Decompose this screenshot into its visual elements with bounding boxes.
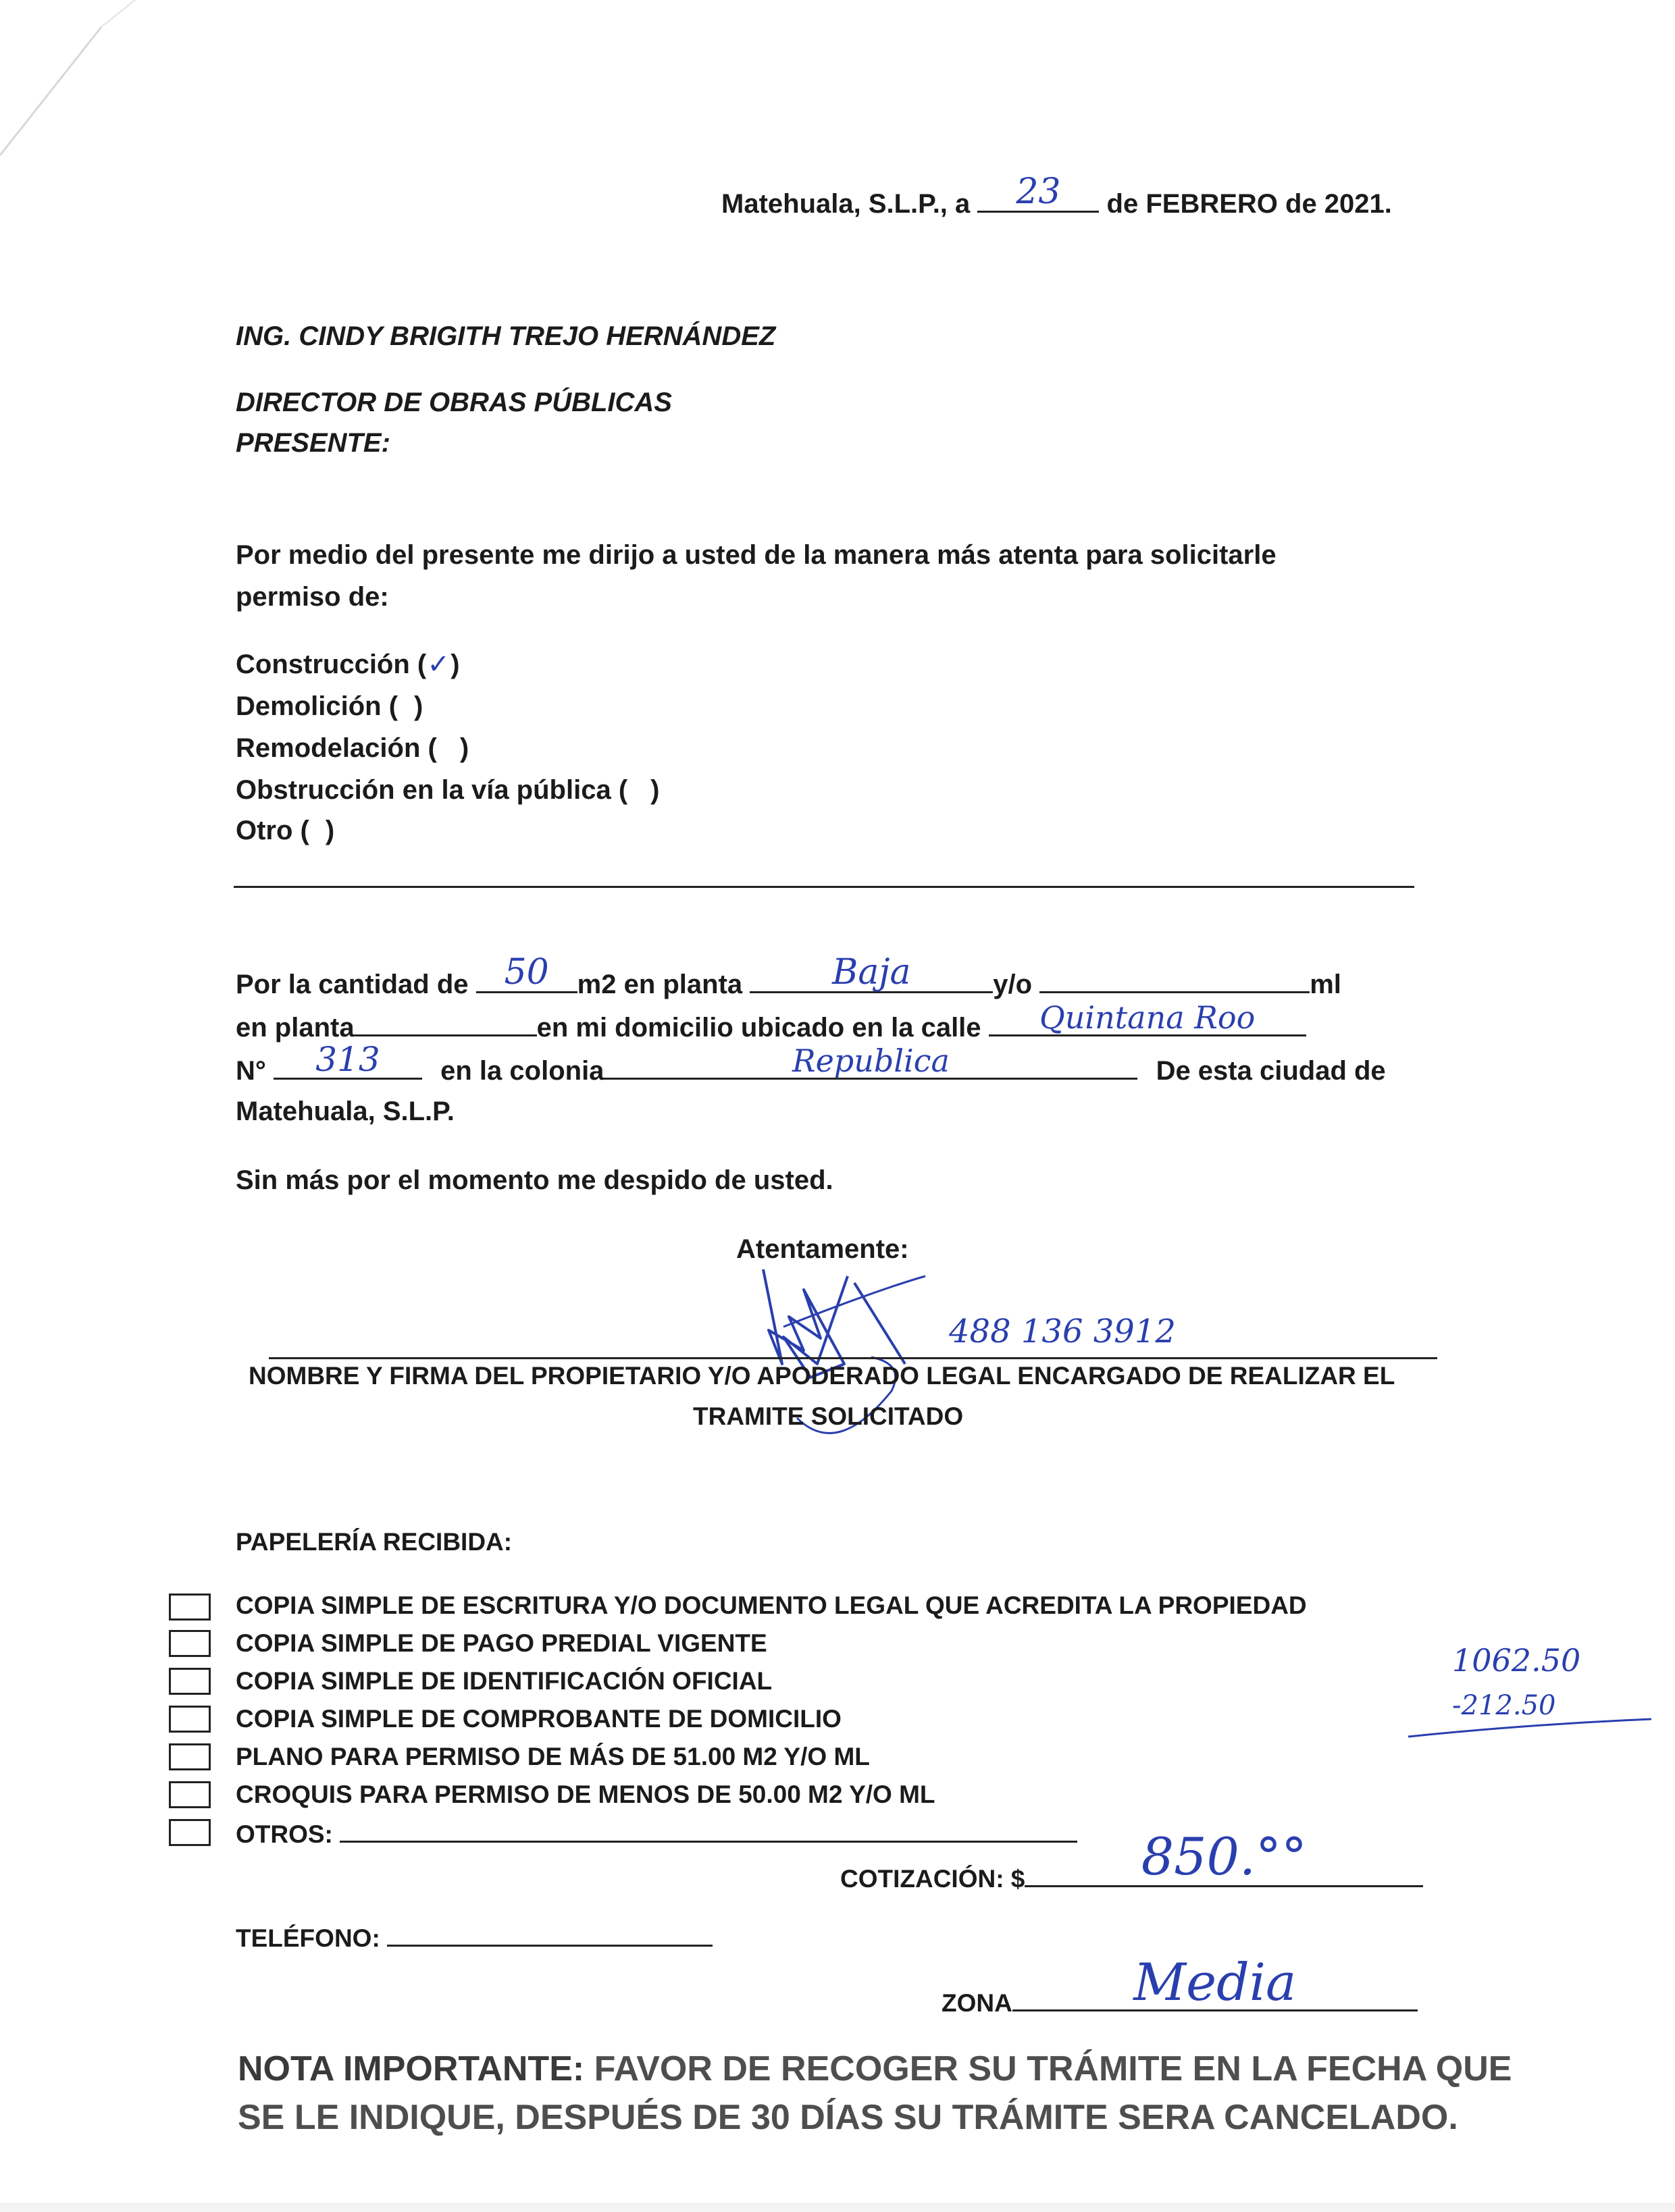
doc-checkbox-identificacion[interactable] <box>169 1668 211 1695</box>
otro-specify-line <box>234 886 1414 888</box>
qty-field: 50 <box>476 964 577 993</box>
details-line-4: Matehuala, S.L.P. <box>236 1097 455 1126</box>
date-day-field <box>977 172 1099 213</box>
doc-checkbox-predial[interactable] <box>169 1630 211 1657</box>
margin-calc-line-1: 1062.50 <box>1452 1642 1581 1679</box>
signature-caption-1: NOMBRE Y FIRMA DEL PROPIETARIO Y/O APODERADO LEGAL ENCARGADO DE REALIZAR EL <box>249 1362 1395 1390</box>
zona-field: Media <box>1012 1985 1418 2011</box>
doc-item-domicilio: COPIA SIMPLE DE COMPROBANTE DE DOMICILIO <box>236 1705 842 1733</box>
permit-demolicion: Demolición ( ) <box>236 691 423 721</box>
nota-text-2: SE LE INDIQUE, DESPUÉS DE 30 DÍAS SU TRÁMITE SERA CANCELADO. <box>238 2098 1458 2137</box>
date-month-year: de FEBRERO de 2021. <box>1106 189 1392 219</box>
permit-construccion: Construcción (✓) <box>236 649 460 680</box>
doc-item-predial: COPIA SIMPLE DE PAGO PREDIAL VIGENTE <box>236 1629 767 1657</box>
recipient-title: DIRECTOR DE OBRAS PÚBLICAS <box>236 388 672 417</box>
doc-item-otros: OTROS: <box>236 1818 1077 1849</box>
doc-checkbox-croquis[interactable] <box>169 1781 211 1808</box>
nota-text-1: FAVOR DE RECOGER SU TRÁMITE EN LA FECHA QUE <box>594 2049 1512 2088</box>
permit-obstruccion: Obstrucción en la vía pública ( ) <box>236 775 660 805</box>
closing-line: Sin más por el momento me despido de usted. <box>236 1165 833 1195</box>
doc-item-escritura: COPIA SIMPLE DE ESCRITURA Y/O DOCUMENTO LEGAL QUE ACREDITA LA PROPIEDAD <box>236 1591 1307 1619</box>
otros-field[interactable] <box>340 1818 1077 1843</box>
cotizacion-row: COTIZACIÓN: $ 850.°° <box>840 1858 1423 1894</box>
check-mark-icon: ✓ <box>427 649 450 680</box>
permit-remodelacion: Remodelación ( ) <box>236 733 469 763</box>
zona-row: ZONA Media <box>942 1985 1418 2018</box>
intro-line-1: Por medio del presente me dirijo a usted de la manera más atenta para solicitarle <box>236 540 1277 570</box>
doc-item-identificacion: COPIA SIMPLE DE IDENTIFICACIÓN OFICIAL <box>236 1667 773 1695</box>
date-line <box>721 172 1392 220</box>
nota-label: NOTA IMPORTANTE: <box>238 2049 585 2088</box>
colonia-field: Republica <box>604 1051 1137 1080</box>
telefono-field[interactable] <box>387 1922 713 1947</box>
doc-checkbox-escritura[interactable] <box>169 1594 211 1621</box>
date-city: Matehuala, S.L.P., a <box>721 189 971 219</box>
doc-item-plano: PLANO PARA PERMISO DE MÁS DE 51.00 M2 Y/O ML <box>236 1743 870 1770</box>
signature-line <box>269 1357 1437 1359</box>
date-day-value: 23 <box>1016 172 1061 212</box>
planta-field: Baja <box>750 964 993 993</box>
recipient-presente: PRESENTE: <box>236 428 390 458</box>
doc-checkbox-plano[interactable] <box>169 1743 211 1770</box>
scan-bottom-edge <box>0 2203 1675 2212</box>
intro-line-2: permiso de: <box>236 582 389 612</box>
cotizacion-field: 850.°° <box>1025 1858 1423 1887</box>
doc-checkbox-otros[interactable] <box>169 1819 211 1846</box>
signature-caption-2: TRAMITE SOLICITADO <box>693 1402 964 1430</box>
atentamente-label: Atentamente: <box>736 1234 909 1264</box>
signature-phone-handwritten: 488 136 3912 <box>949 1313 1176 1350</box>
en-planta-field <box>355 1007 537 1036</box>
details-line-1: Por la cantidad de 50 m2 en planta Baja y/o ml <box>236 952 1341 999</box>
street-field: Quintana Roo <box>989 1007 1306 1036</box>
doc-item-croquis: CROQUIS PARA PERMISO DE MENOS DE 50.00 M2 Y/O ML <box>236 1781 935 1808</box>
doc-checkbox-domicilio[interactable] <box>169 1706 211 1733</box>
scan-corner-artifact <box>0 0 203 176</box>
ml-field <box>1039 964 1310 993</box>
permit-otro: Otro ( ) <box>236 816 335 845</box>
margin-calc-underline <box>1405 1715 1655 1742</box>
details-line-3: N° 313 en la colonia Republica De esta ciudad de <box>236 1040 1386 1086</box>
margin-calc-line-2: -212.50 <box>1452 1690 1556 1721</box>
details-line-2: en planta en mi domicilio ubicado en la calle Quintana Roo <box>236 1007 1306 1044</box>
number-field: 313 <box>274 1051 422 1080</box>
telefono-row: TELÉFONO: <box>236 1922 713 1953</box>
recipient-name: ING. CINDY BRIGITH TREJO HERNÁNDEZ <box>236 321 776 351</box>
papeleria-title: PAPELERÍA RECIBIDA: <box>236 1528 513 1556</box>
nota-line-1 <box>238 2045 1512 2093</box>
